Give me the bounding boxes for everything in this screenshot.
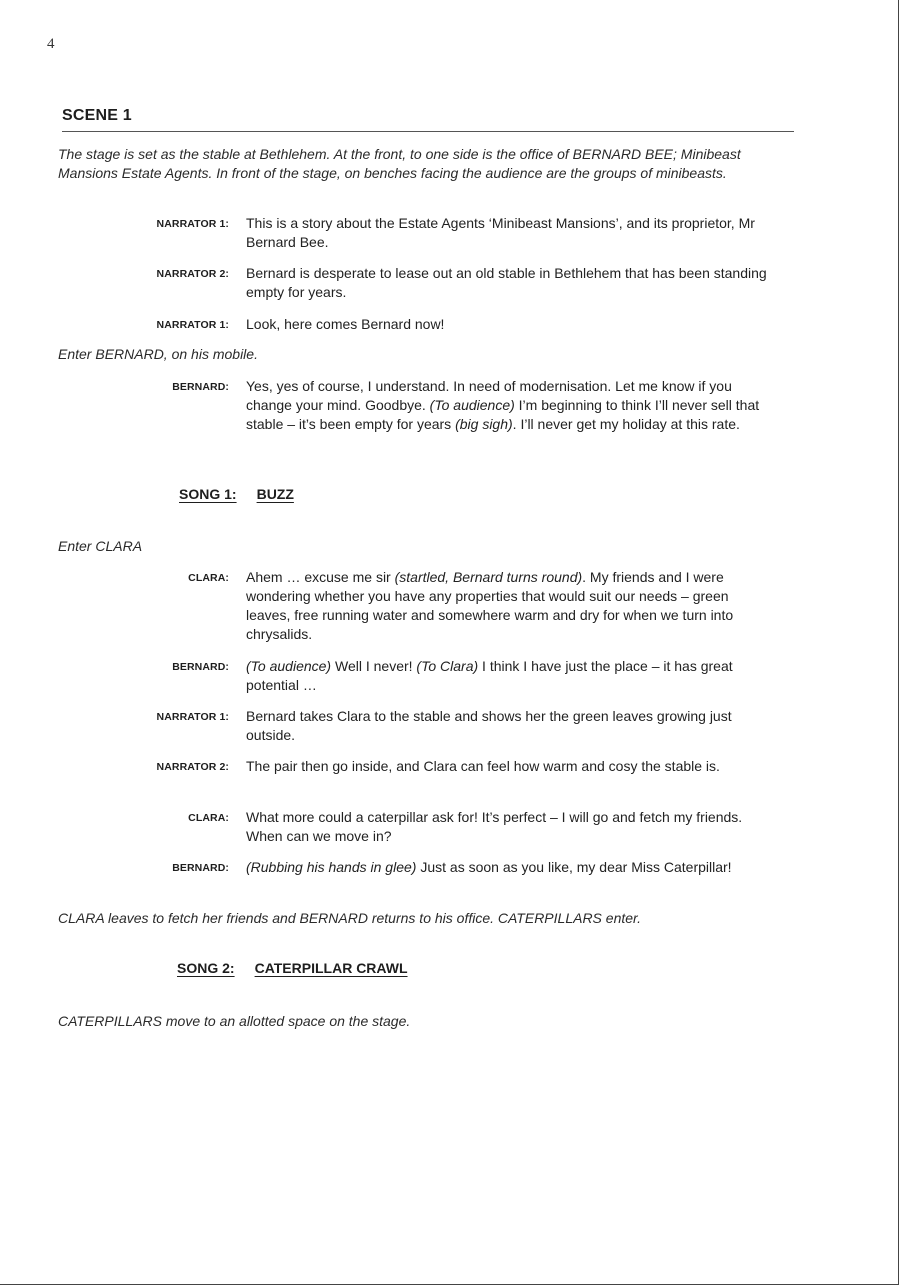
stage-direction-clara-leaves: CLARA leaves to fetch her friends and BERNARD returns to his office. CATERPILLARS enter.	[58, 910, 642, 926]
song-heading-1	[179, 486, 294, 502]
dialogue-line	[100, 707, 770, 745]
stage-direction-enter-bernard: Enter BERNARD, on his mobile.	[58, 346, 258, 362]
speaker-name: CLARA:	[188, 812, 229, 824]
song-title: BUZZ	[256, 486, 294, 502]
line-run: Bernard takes Clara to the stable and shows her the green leaves growing just outside.	[246, 708, 732, 743]
stage-direction-enter-clara: Enter CLARA	[58, 538, 143, 554]
speaker-name: BERNARD:	[172, 381, 229, 393]
line-text	[246, 808, 770, 846]
stage-aside: (Rubbing his hands in glee)	[246, 859, 417, 875]
stage-aside: (startled, Bernard turns round)	[394, 569, 583, 585]
line-run: I’m beginning to think I’ll never sell that stable – it’s been empty for years	[246, 397, 760, 432]
dialogue-line	[100, 858, 770, 878]
stage-aside: (To audience)	[246, 658, 332, 674]
song-heading-2	[177, 960, 408, 976]
speaker-name: NARRATOR 1:	[156, 218, 229, 230]
stage-aside: (big sigh)	[455, 416, 513, 432]
line-run: The pair then go inside, and Clara can feel how warm and cosy the stable is.	[246, 758, 720, 774]
speaker-name: NARRATOR 2:	[156, 268, 229, 280]
line-run: Well I never!	[331, 658, 417, 674]
speaker-name: BERNARD:	[172, 862, 229, 874]
song-label: SONG 1:	[179, 486, 237, 502]
speaker-name: NARRATOR 1:	[156, 319, 229, 331]
dialogue-line	[100, 757, 770, 777]
line-text	[246, 568, 770, 644]
scene-divider	[62, 131, 794, 132]
dialogue-line	[100, 315, 770, 335]
line-text	[246, 264, 770, 302]
line-run: . My friends and I were wondering whether you have any properties that would suit our needs – green leaves, free running water and somewhere warm and dry for when we turn into chrysalids.	[246, 569, 734, 642]
line-text	[246, 858, 770, 878]
line-run: Look, here comes Bernard now!	[246, 316, 445, 332]
line-run: Bernard is desperate to lease out an old stable in Bethlehem that has been standing empty for years.	[246, 265, 767, 300]
speaker-name: NARRATOR 2:	[156, 761, 229, 773]
dialogue-line	[100, 657, 770, 695]
dialogue-line	[100, 377, 770, 434]
line-text	[246, 757, 770, 777]
line-text	[246, 377, 770, 434]
scene-title: SCENE 1	[62, 107, 132, 124]
dialogue-line	[100, 264, 770, 302]
line-text	[246, 315, 770, 335]
line-text	[246, 214, 770, 252]
line-run: What more could a caterpillar ask for! It’s perfect – I will go and fetch my friends. When can we move in?	[246, 809, 743, 844]
dialogue-line	[100, 808, 770, 846]
line-text	[246, 707, 770, 745]
line-text	[246, 657, 770, 695]
line-run: I think I have just the place – it has great potential …	[246, 658, 733, 693]
dialogue-line	[100, 214, 770, 252]
page-number: 4	[47, 36, 55, 52]
stage-direction-caterpillars-move: CATERPILLARS move to an allotted space on the stage.	[58, 1013, 411, 1029]
speaker-name: CLARA:	[188, 572, 229, 584]
line-run: Ahem … excuse me sir	[246, 569, 395, 585]
song-label: SONG 2:	[177, 960, 235, 976]
speaker-name: NARRATOR 1:	[156, 711, 229, 723]
line-run: . I’ll never get my holiday at this rate.	[512, 416, 740, 432]
line-run: Just as soon as you like, my dear Miss Caterpillar!	[416, 859, 732, 875]
stage-direction-opening: The stage is set as the stable at Bethlehem. At the front, to one side is the office of BERNARD BEE; Minibeast Mansions Estate Agents. In front of the stage, on benches facing the audience are the groups of minibeasts.	[58, 146, 741, 181]
dialogue-line	[100, 568, 770, 644]
line-run: This is a story about the Estate Agents ‘Minibeast Mansions’, and its proprietor, Mr Bernard Bee.	[246, 215, 755, 250]
song-title: CATERPILLAR CRAWL	[254, 960, 408, 976]
stage-aside: (To Clara)	[416, 658, 479, 674]
stage-aside: (To audience)	[429, 397, 515, 413]
speaker-name: BERNARD:	[172, 661, 229, 673]
line-run: Yes, yes of course, I understand. In need of modernisation. Let me know if you change your mind. Goodbye.	[246, 378, 732, 413]
